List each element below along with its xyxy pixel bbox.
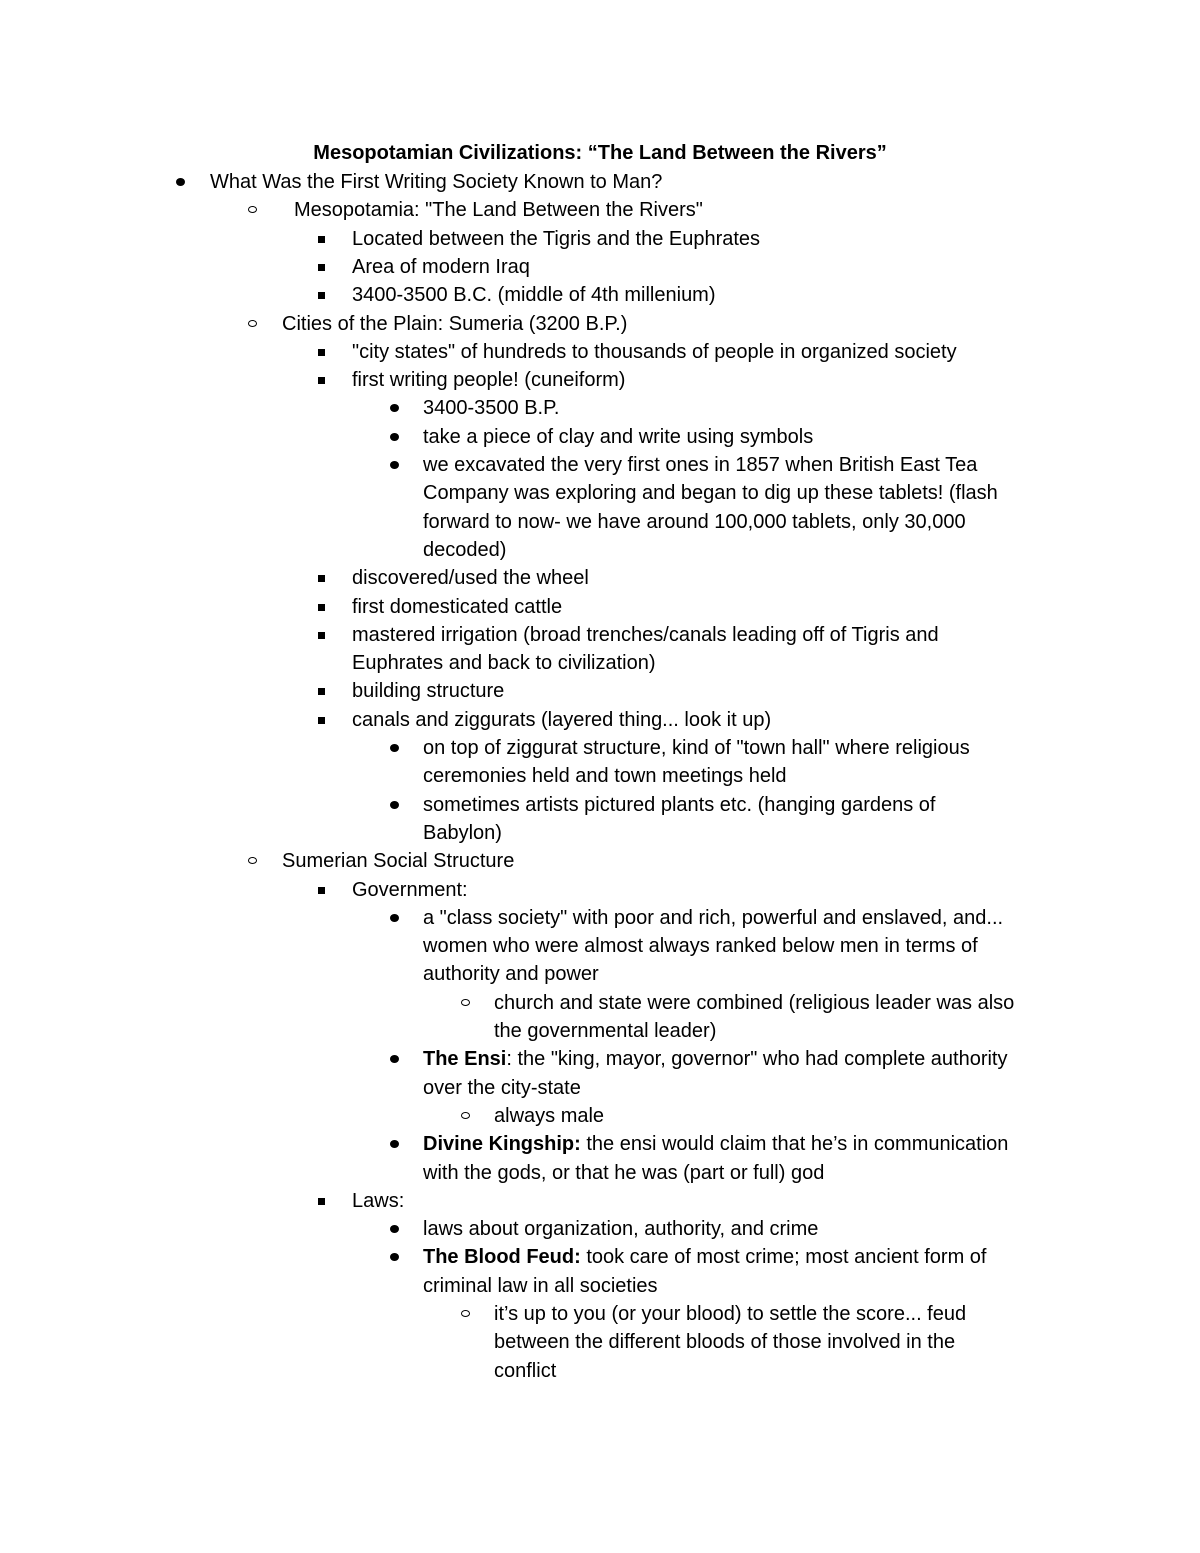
outline-line <box>352 876 468 904</box>
line-text: Area of modern Iraq <box>352 256 530 278</box>
line-text: the governmental leader) <box>494 1020 717 1042</box>
line-text: we excavated the very first ones in 1857 when British East Tea <box>423 454 978 476</box>
line-text: first writing people! (cuneiform) <box>352 369 626 391</box>
outline-line <box>352 366 625 394</box>
outline-line <box>352 225 760 253</box>
outline-line <box>423 904 1003 932</box>
outline-line <box>423 394 559 422</box>
outline-line <box>423 1215 818 1243</box>
outline-line <box>352 649 656 677</box>
square-bullet-icon <box>318 564 330 592</box>
line-text: 3400-3500 B.P. <box>423 397 560 419</box>
line-text: women who were almost always ranked below men in terms of <box>423 935 978 957</box>
line-text: canals and ziggurats (layered thing... look it up) <box>352 709 772 731</box>
line-text: building structure <box>352 680 505 702</box>
disc-bullet-icon <box>390 1045 402 1073</box>
outline-line <box>494 1328 955 1356</box>
outline-line <box>423 1130 1008 1158</box>
outline-line <box>494 1102 604 1130</box>
outline-line <box>423 451 977 479</box>
outline-line <box>423 536 506 564</box>
disc-bullet-icon <box>390 394 402 422</box>
outline-line <box>352 677 504 705</box>
square-bullet-icon <box>318 706 330 734</box>
outline-line <box>282 847 514 875</box>
outline-line <box>423 1159 824 1187</box>
line-text: conflict <box>494 1360 557 1382</box>
line-text: : the "king, mayor, governor" who had complete authority <box>506 1048 1008 1070</box>
circle-bullet-icon <box>461 989 473 1017</box>
disc-bullet-icon <box>176 168 188 196</box>
square-bullet-icon <box>318 225 330 253</box>
circle-bullet-icon <box>461 1300 473 1328</box>
disc-bullet-icon <box>390 1130 402 1158</box>
line-text: forward to now- we have around 100,000 tablets, only 30,000 <box>423 511 966 533</box>
outline-line <box>423 508 966 536</box>
outline-line <box>494 1300 966 1328</box>
disc-bullet-icon <box>390 791 402 819</box>
square-bullet-icon <box>318 621 330 649</box>
line-text: take a piece of clay and write using symbols <box>423 426 814 448</box>
line-text: Government: <box>352 879 468 901</box>
outline-line <box>423 734 970 762</box>
square-bullet-icon <box>318 1187 330 1215</box>
square-bullet-icon <box>318 366 330 394</box>
square-bullet-icon <box>318 593 330 621</box>
line-text: on top of ziggurat structure, kind of "town hall" where religious <box>423 737 970 759</box>
outline-line <box>494 989 1014 1017</box>
line-text: with the gods, or that he was (part or full) god <box>423 1162 825 1184</box>
outline-line <box>352 564 589 592</box>
line-text: over the city-state <box>423 1077 581 1099</box>
line-text: decoded) <box>423 539 507 561</box>
outline-line <box>352 281 716 309</box>
disc-bullet-icon <box>390 451 402 479</box>
outline-line <box>494 1017 716 1045</box>
disc-bullet-icon <box>390 1243 402 1271</box>
line-text: took care of most crime; most ancient form of <box>580 1246 987 1268</box>
outline-line <box>423 1045 1008 1073</box>
line-text: mastered irrigation (broad trenches/canals leading off of Tigris and <box>352 624 939 646</box>
line-text: laws about organization, authority, and crime <box>423 1218 819 1240</box>
outline-line <box>423 791 935 819</box>
line-text: sometimes artists pictured plants etc. (hanging gardens of <box>423 794 936 816</box>
outline-line <box>352 338 957 366</box>
disc-bullet-icon <box>390 734 402 762</box>
outline-line <box>423 423 813 451</box>
outline-line <box>210 168 662 196</box>
outline-line <box>423 932 978 960</box>
square-bullet-icon <box>318 338 330 366</box>
line-text: Sumerian Social Structure <box>282 850 515 872</box>
outline-line <box>282 310 627 338</box>
circle-bullet-icon <box>248 196 260 224</box>
line-text: church and state were combined (religious leader was also <box>494 992 1015 1014</box>
circle-bullet-icon <box>248 847 260 875</box>
line-text: authority and power <box>423 963 599 985</box>
outline-line <box>494 1357 556 1385</box>
square-bullet-icon <box>318 876 330 904</box>
line-text: first domesticated cattle <box>352 596 563 618</box>
square-bullet-icon <box>318 253 330 281</box>
line-text: always male <box>494 1105 605 1127</box>
line-text: it’s up to you (or your blood) to settle the score... feud <box>494 1303 967 1325</box>
outline-line <box>423 1272 658 1300</box>
outline-line <box>352 1187 404 1215</box>
line-text: Euphrates and back to civilization) <box>352 652 656 674</box>
line-text: 3400-3500 B.C. (middle of 4th millenium) <box>352 284 716 306</box>
line-text: a "class society" with poor and rich, powerful and enslaved, and... <box>423 907 1004 929</box>
bold-term: Divine Kingship: <box>423 1133 581 1155</box>
outline-line <box>294 196 703 224</box>
outline-line <box>352 593 562 621</box>
line-text: Cities of the Plain: Sumeria (3200 B.P.) <box>282 313 628 335</box>
line-text: Mesopotamia: "The Land Between the Rivers" <box>294 199 703 221</box>
outline-line <box>423 819 502 847</box>
bold-term: The Ensi <box>423 1048 507 1070</box>
page-title: Mesopotamian Civilizations: “The Land Between the Rivers” <box>313 142 887 164</box>
outline-line <box>352 253 530 281</box>
line-text: "city states" of hundreds to thousands of people in organized society <box>352 341 957 363</box>
outline-line <box>352 621 939 649</box>
line-text: ceremonies held and town meetings held <box>423 765 787 787</box>
disc-bullet-icon <box>390 1215 402 1243</box>
line-text: Company was exploring and began to dig up these tablets! (flash <box>423 482 998 504</box>
line-text: the ensi would claim that he’s in communication <box>580 1133 1009 1155</box>
circle-bullet-icon <box>248 310 260 338</box>
disc-bullet-icon <box>390 423 402 451</box>
circle-bullet-icon <box>461 1102 473 1130</box>
square-bullet-icon <box>318 677 330 705</box>
line-text: Babylon) <box>423 822 502 844</box>
outline-line <box>423 1243 986 1271</box>
line-text: Laws: <box>352 1190 405 1212</box>
disc-bullet-icon <box>390 904 402 932</box>
outline-line <box>352 706 771 734</box>
bold-term: The Blood Feud: <box>423 1246 581 1268</box>
outline-line <box>423 960 599 988</box>
line-text: Located between the Tigris and the Euphrates <box>352 228 761 250</box>
outline-line <box>423 479 998 507</box>
line-text: criminal law in all societies <box>423 1275 658 1297</box>
outline-line <box>423 1074 581 1102</box>
line-text: between the different bloods of those involved in the <box>494 1331 956 1353</box>
square-bullet-icon <box>318 281 330 309</box>
line-text: discovered/used the wheel <box>352 567 589 589</box>
line-text: What Was the First Writing Society Known to Man? <box>210 171 663 193</box>
outline-line <box>423 762 787 790</box>
